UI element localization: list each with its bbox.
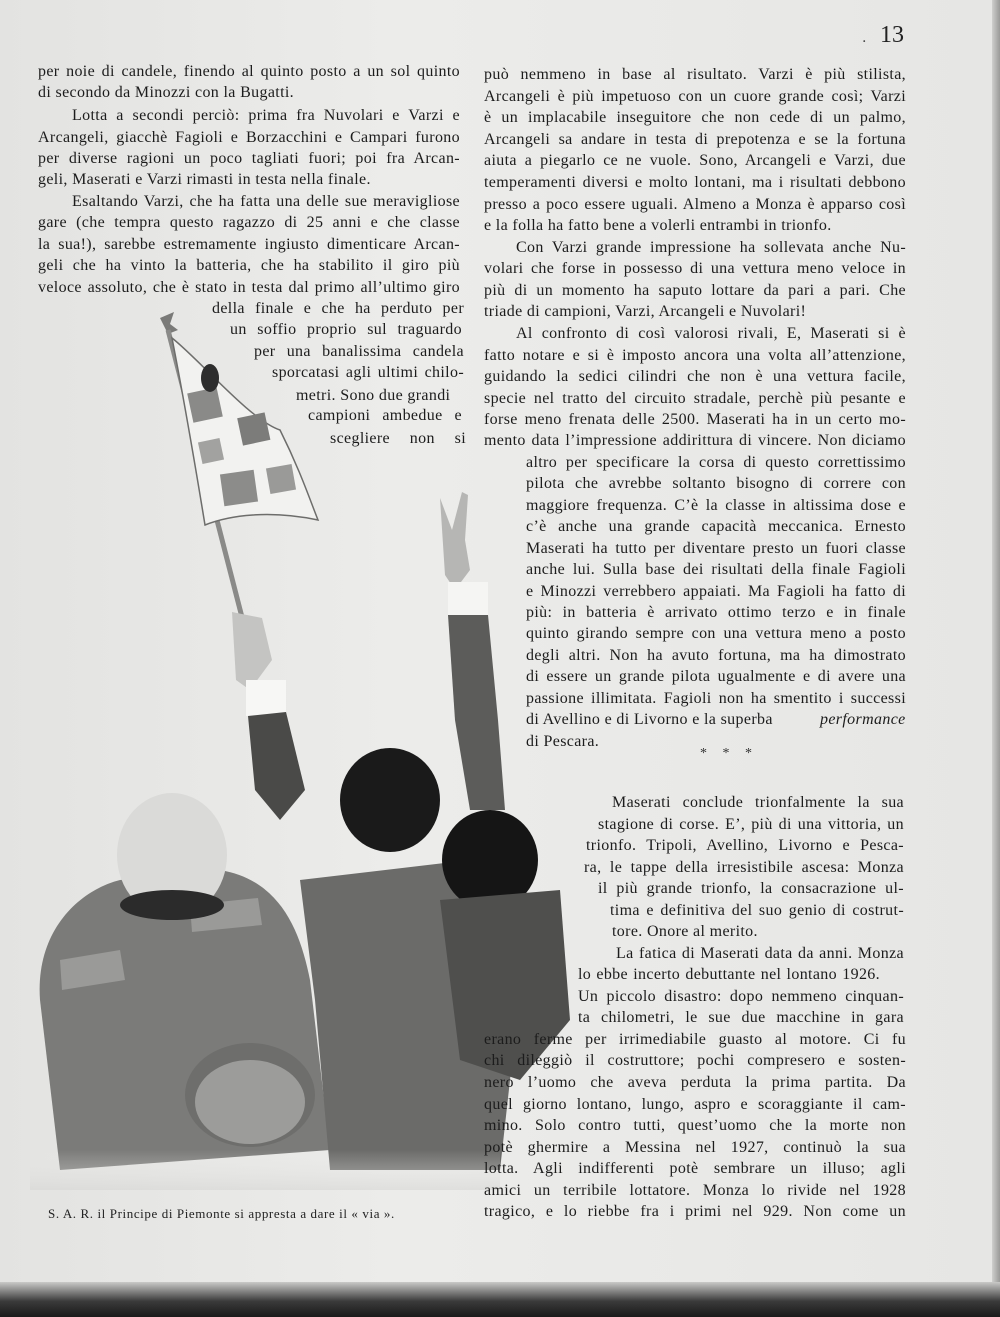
- text-line: trionfo. Tripoli, Avellino, Livorno e Pesca-: [586, 837, 904, 854]
- text-line: per noie di candele, finendo al quinto posto a un sol quinto: [38, 63, 460, 80]
- text-line: amici un terribile lottatore. Monza lo rivide nel 1928: [484, 1182, 906, 1199]
- text-line: di secondo da Minozzi con la Bugatti.: [38, 84, 295, 101]
- text-line: metri. Sono due grandi: [296, 387, 451, 404]
- text-line: nero l’uomo che aveva perduta la prima partita. Da: [484, 1074, 906, 1091]
- text-line: altro per specificare la corsa di questo correttissimo: [526, 454, 906, 471]
- text-line: Al confronto di così valorosi rivali, E, Maserati si è: [516, 325, 906, 342]
- text-line: La fatica di Maserati data da anni. Monza: [616, 945, 904, 962]
- text-line: Arcangeli sa andare in testa di prepotenza e se la fortuna: [484, 131, 906, 148]
- text-line: geli, Maserati e Varzi rimasti in testa nella finale.: [38, 171, 371, 188]
- text-line: Arcangeli, giacchè Fagioli e Borzacchini e Campari furono: [38, 129, 460, 146]
- text-line: lo ebbe incerto debuttante nel lontano 1926.: [578, 966, 880, 983]
- raised-arm-right: [448, 615, 505, 810]
- text-line-italic: [820, 710, 906, 730]
- page-number: 13: [880, 22, 904, 48]
- text-line: volari che forse in possesso di una vettura meno veloce in: [484, 260, 906, 277]
- text-line: anche lui. Sulla base dei risultati della finale Fagioli: [526, 561, 906, 578]
- text-line: veloce assoluto, che è stato in testa dal primo all’ultimo giro: [38, 279, 460, 296]
- spectator-head: [340, 748, 440, 852]
- text-line: geli che ha vinto la batteria, che ha stabilito il giro più: [38, 257, 460, 274]
- text-line: mino. Solo contro tutti, quest’uomo che la morte non: [484, 1117, 906, 1134]
- text-line: lotta. Agli indifferenti potè sembrare un illuso; agli: [484, 1160, 906, 1177]
- text-line: un soffio proprio sul traguardo: [230, 321, 462, 338]
- text-line: c’è anche una grande capacità meccanica. Ernesto: [526, 518, 906, 535]
- page-number-dot: .: [862, 30, 867, 46]
- text-line: sporcatasi agli ultimi chilo-: [272, 364, 464, 381]
- text-line: presso a poco essere uguali. Almeno a Monza è apparso così: [484, 196, 906, 213]
- text-line: mento data l’impressione addirittura di vincere. Non diciamo: [484, 432, 906, 449]
- text-line: tima e definitiva del suo genio di costrut-: [610, 902, 904, 919]
- raised-arm-left: [248, 712, 305, 820]
- text-line: pilota che avrebbe soltanto bisogno di correre con: [526, 475, 906, 492]
- text-line: della finale e che ha perduto per: [212, 300, 464, 317]
- text-line: più: in batteria è arrivato ottimo terzo e in finale: [526, 604, 906, 621]
- text-line: il più grande trionfo, la consacrazione ul-: [598, 880, 904, 897]
- text-line: Esaltando Varzi, che ha fatta una delle sue meravigliose: [72, 193, 460, 210]
- section-break-asterism: * * *: [700, 746, 758, 761]
- text-line: per una banalissima candela: [254, 343, 464, 360]
- text-line: maggiore frequenza. C’è la classe in altissima dose e: [526, 497, 906, 514]
- text-line: più di un momento ha saputo lottare da pari a pari. Che: [484, 282, 906, 299]
- italic-word: performance: [820, 711, 906, 728]
- text-line: gare (che tempra questo ragazzo di 25 anni e che classe: [38, 214, 460, 231]
- text-line: è un implacabile inseguitore che non cede di un palmo,: [484, 109, 906, 126]
- text-line: campioni ambedue e: [308, 407, 462, 424]
- text-line: quinto girando sempre con una vettura meno a posto: [526, 625, 906, 642]
- text-line: degli altri. Non ha avuto fortuna, ma ha dimostrato: [526, 647, 906, 664]
- text-line: Arcangeli è più impetuoso con un cuore grande così; Varzi: [484, 88, 906, 105]
- text-line: per diverse ragioni un poco tagliati fuori; poi fra Arcan-: [38, 150, 460, 167]
- text-line: aiuta a piegarlo ce ne vuole. Sono, Arcangeli e Varzi, due: [484, 152, 906, 169]
- text-line: Con Varzi grande impressione ha sollevata anche Nu-: [516, 239, 906, 256]
- text-line: tore. Onore al merito.: [612, 923, 758, 940]
- photo-caption: S. A. R. il Principe di Piemonte si appresta a dare il « via ».: [48, 1206, 395, 1221]
- text-line: scegliere non si: [330, 430, 466, 447]
- text-line: di essere un grande pilota ugualmente e di avere una: [526, 668, 906, 685]
- text-line: potè ghermire a Messina nel 1927, continuò la sua: [484, 1139, 906, 1156]
- page-bottom-edge: [0, 1282, 1000, 1317]
- text-line: erano ferme per irrimediabile guasto al motore. Ci fu: [484, 1031, 906, 1048]
- text-line: quel giorno lontano, lungo, aspro e scoraggiante il cam-: [484, 1096, 906, 1113]
- text-line: Un piccolo disastro: dopo nemmeno cinquan-: [578, 988, 904, 1005]
- text-line: triade di campioni, Varzi, Arcangeli e Nuvolari!: [484, 303, 807, 320]
- text-line: Maserati conclude trionfalmente la sua: [612, 794, 904, 811]
- text-line: e Minozzi verrebbero appaiati. Ma Fagioli ha fatto di: [526, 583, 906, 600]
- white-cuff-right: [448, 582, 488, 618]
- text-line: stagione di corse. E’, più di una vittoria, un: [598, 816, 904, 833]
- text-line: la sua!), sarebbe estremamente ingiusto dimenticare Arcan-: [38, 236, 460, 253]
- text-line: Maserati ha tutto per diventare presto un fuori classe: [526, 540, 906, 557]
- text-line: temperamenti diversi e molto lontani, ma i risultati debbono: [484, 174, 906, 191]
- text-line: e la folla ha fatto bene a volerli entrambi in trionfo.: [484, 217, 832, 234]
- text-line: ta chilometri, le sue due macchine in gara: [578, 1009, 904, 1026]
- raised-hand-v-sign: [440, 492, 470, 590]
- text-line: passione illimitata. Fagioli non ha smentito i successi: [526, 690, 906, 707]
- text-line: di Avellino e di Livorno e la superba: [526, 711, 773, 728]
- text-line: di Pescara.: [526, 733, 600, 750]
- text-line: Lotta a secondi perciò: prima fra Nuvolari e Varzi e: [72, 107, 460, 124]
- hand-holding-pole: [232, 612, 272, 690]
- text-line: specie nel tratto del circuito stradale, perchè più pesante e: [484, 390, 906, 407]
- text-line: guidando la sedici cilindri che non è una vettura facile,: [484, 368, 906, 385]
- page-spine-shadow: [992, 0, 1000, 1317]
- text-line: fatto notare e si è imposto ancora una volta all’attenzione,: [484, 347, 906, 364]
- text-line: chi dileggiò il costruttore; pochi compresero e sosten-: [484, 1052, 906, 1069]
- white-cuff-left: [246, 680, 286, 716]
- text-line: forse meno frenata delle 2500. Maserati ha in un certo mo-: [484, 411, 906, 428]
- text-line: può nemmeno in base al risultato. Varzi è più stilista,: [484, 66, 906, 83]
- text-line: ra, le tappe della irresistibile ascesa: Monza: [584, 859, 904, 876]
- text-line: tragico, e lo riebbe fra i primi nel 929. Non come un: [484, 1203, 906, 1220]
